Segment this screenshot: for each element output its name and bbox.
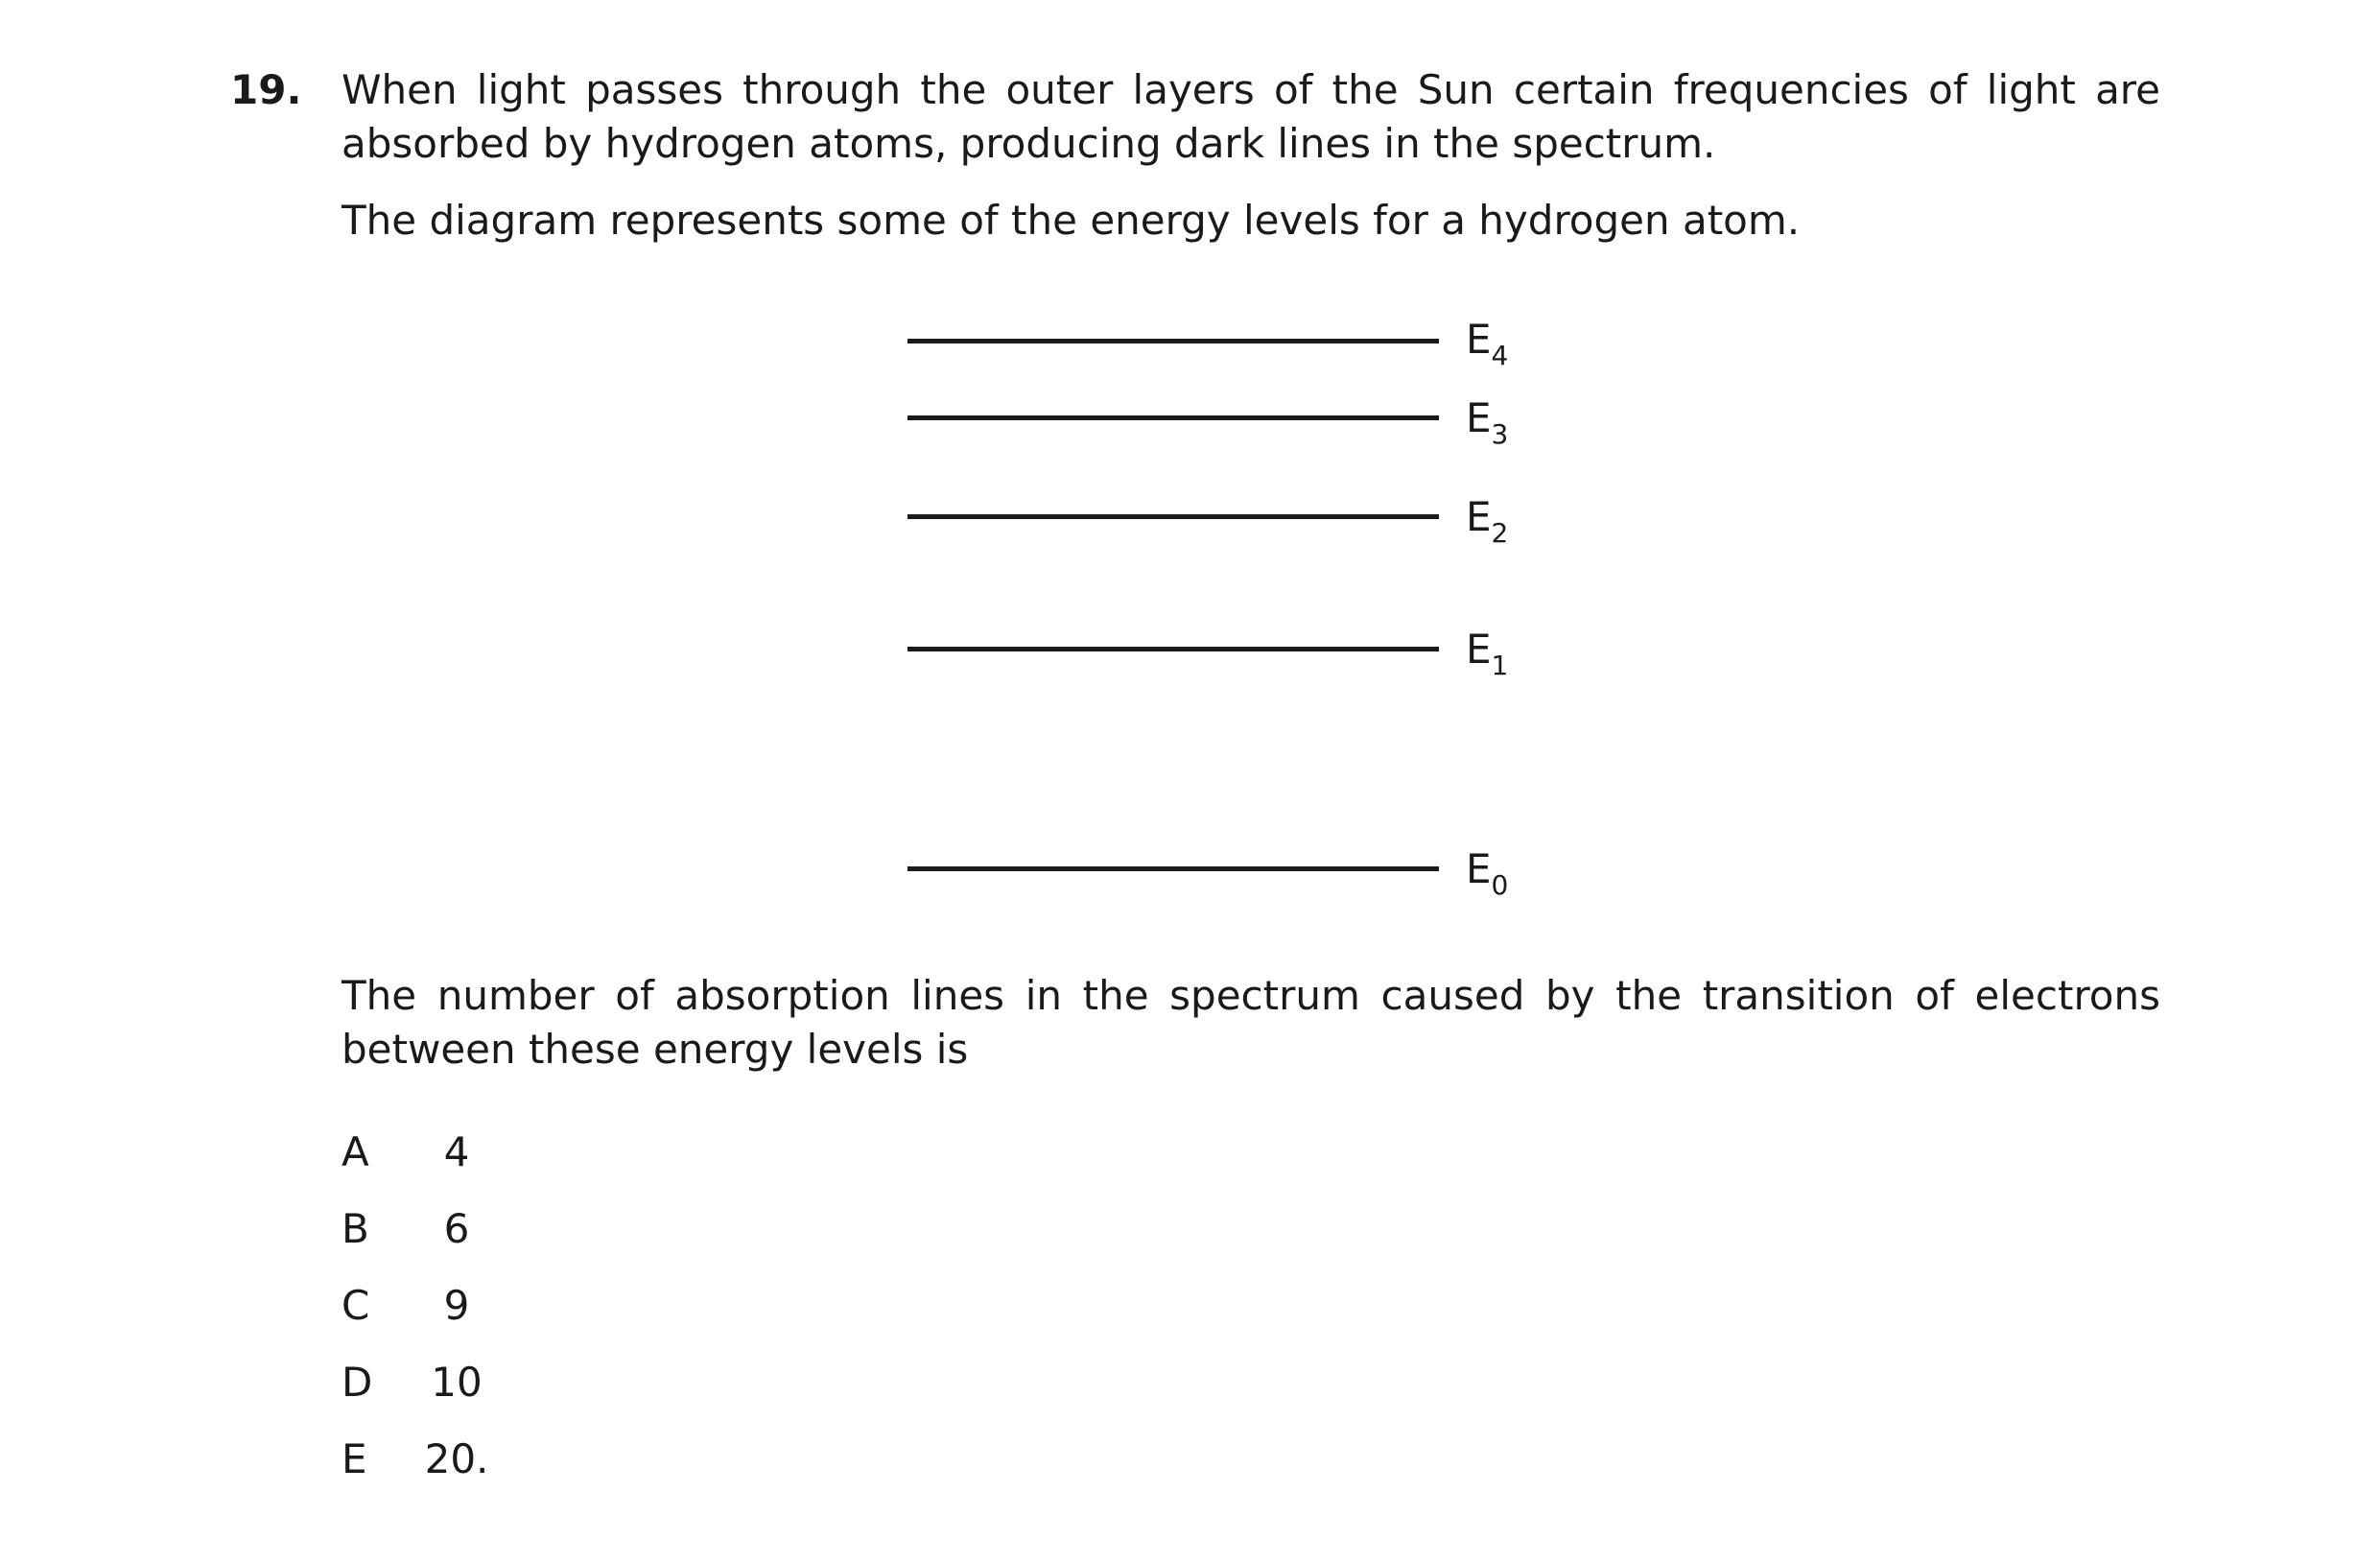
energy-level-label-e3: $E_3$ xyxy=(1466,394,1509,450)
energy-level-line-e2 xyxy=(907,514,1439,519)
energy-level-label-e0: $E_0$ xyxy=(1466,845,1509,901)
energy-level-line-e4 xyxy=(907,339,1439,343)
question-intro: When light passes through the outer layers of the Sun certain frequencies of light are absorbed by hydrogen atoms, producing dark lines in the spectrum. xyxy=(342,66,2160,167)
answer-option-d[interactable] xyxy=(342,1356,533,1409)
energy-level-label-e4: $E_4$ xyxy=(1466,316,1509,371)
option-letter: E xyxy=(342,1435,367,1482)
answer-option-e[interactable] xyxy=(342,1433,533,1486)
energy-level-label-e1: $E_1$ xyxy=(1466,626,1509,681)
question-stem: The number of absorption lines in the spectrum caused by the transition of electrons between these energy levels is xyxy=(342,972,2160,1073)
option-value: 20. xyxy=(424,1435,489,1482)
energy-level-line-e1 xyxy=(907,647,1439,651)
option-letter: D xyxy=(342,1359,373,1406)
energy-level-label-e2: $E_2$ xyxy=(1466,493,1509,549)
energy-level-line-e0 xyxy=(907,866,1439,871)
option-value: 6 xyxy=(443,1205,470,1252)
energy-level-line-e3 xyxy=(907,415,1439,420)
answer-option-a[interactable] xyxy=(342,1125,533,1179)
option-letter: A xyxy=(342,1128,369,1175)
option-letter: B xyxy=(342,1205,369,1252)
option-letter: C xyxy=(342,1282,370,1329)
option-value: 4 xyxy=(443,1128,470,1175)
question-number: 19. xyxy=(230,66,302,113)
answer-option-b[interactable] xyxy=(342,1202,533,1256)
answer-option-c[interactable] xyxy=(342,1279,533,1333)
diagram-description: The diagram represents some of the energy levels for a hydrogen atom. xyxy=(342,197,1801,244)
option-value: 10 xyxy=(431,1359,483,1406)
option-value: 9 xyxy=(443,1282,470,1329)
